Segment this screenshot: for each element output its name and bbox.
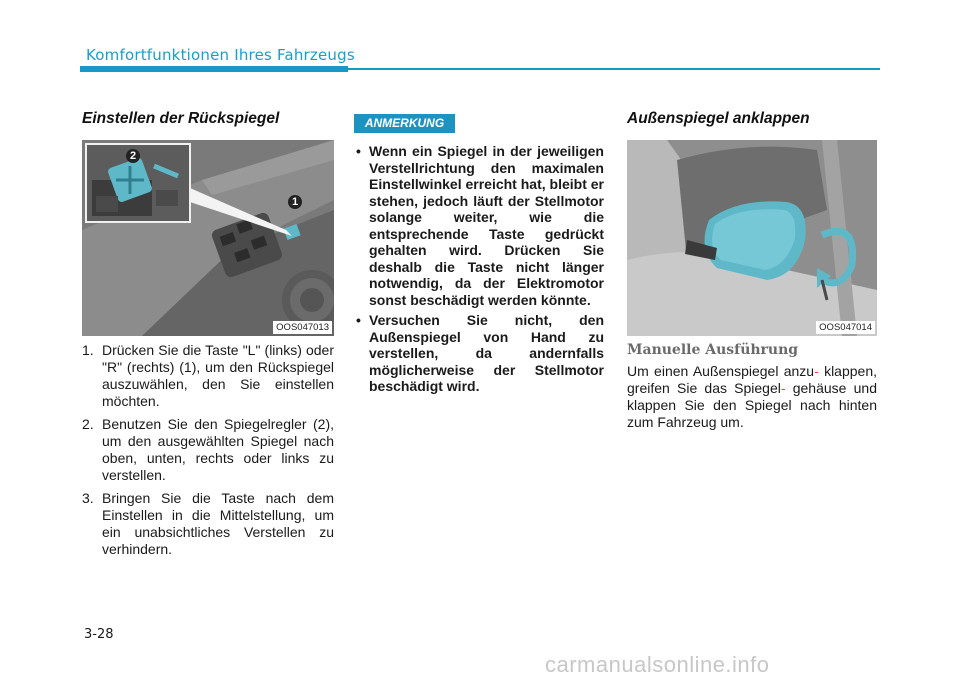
door-panel-figure (82, 140, 334, 336)
figure-caption-left: OOS047013 (273, 321, 332, 334)
watermark: carmanualsonline.info (545, 652, 770, 677)
manual-fold-text: Um einen Außenspiegel anzu- klappen, greifen Sie das Spiegel- gehäuse und klappen Sie den Spiegel nach hinten zum Fahrzeug um. (627, 363, 877, 430)
right-section-title: Außenspiegel anklappen (627, 110, 810, 127)
folding-mirror-illustration (627, 140, 877, 336)
step-item: 3. Bringen Sie die Taste nach dem Einstellen in die Mittelstellung, um ein unabsichtliches Verstellen zu verhindern. (82, 490, 334, 557)
figure-caption-right: OOS047014 (816, 321, 875, 334)
header-rule (348, 68, 880, 70)
step-item: 2. Benutzen Sie den Spiegelregler (2), um den ausgewählten Spiegel nach oben, unten, rechts oder links zu verstellen. (82, 416, 334, 483)
callout-1: 1 (288, 195, 302, 209)
header-accent-bar (80, 66, 348, 72)
section-header-title: Komfortfunktionen Ihres Fahrzeugs (86, 46, 355, 64)
note-list (354, 143, 604, 399)
note-item: • Wenn ein Spiegel in der jeweiligen Verstellrichtung den maximalen Einstellwinkel erreicht hat, bleibt er stehen, jedoch läuft der Stellmotor solange weiter, wie die entsprechende Taste gedrückt gehalten wird. Drücken Sie deshalb die Taste nicht länger notwendig, da der Elektromotor sonst beschädigt werden könnte. (356, 143, 604, 308)
note-badge: ANMERKUNG (354, 114, 455, 133)
manual-subtitle: Manuelle Ausführung (627, 342, 799, 358)
left-section-title: Einstellen der Rückspiegel (82, 110, 280, 127)
door-panel-illustration (82, 140, 334, 336)
callout-2: 2 (126, 149, 140, 163)
note-item: • Versuchen Sie nicht, den Außenspiegel von Hand zu verstellen, da andernfalls möglicherweise der Stellmotor beschädigt wird. (356, 312, 604, 394)
step-item: 1. Drücken Sie die Taste "L" (links) oder "R" (rechts) (1), um den Rückspiegel auszuwählen, den Sie einstellen möchten. (82, 342, 334, 409)
adjustment-steps (82, 342, 334, 564)
page-number: 3-28 (84, 627, 114, 642)
mirror-figure (627, 140, 877, 336)
